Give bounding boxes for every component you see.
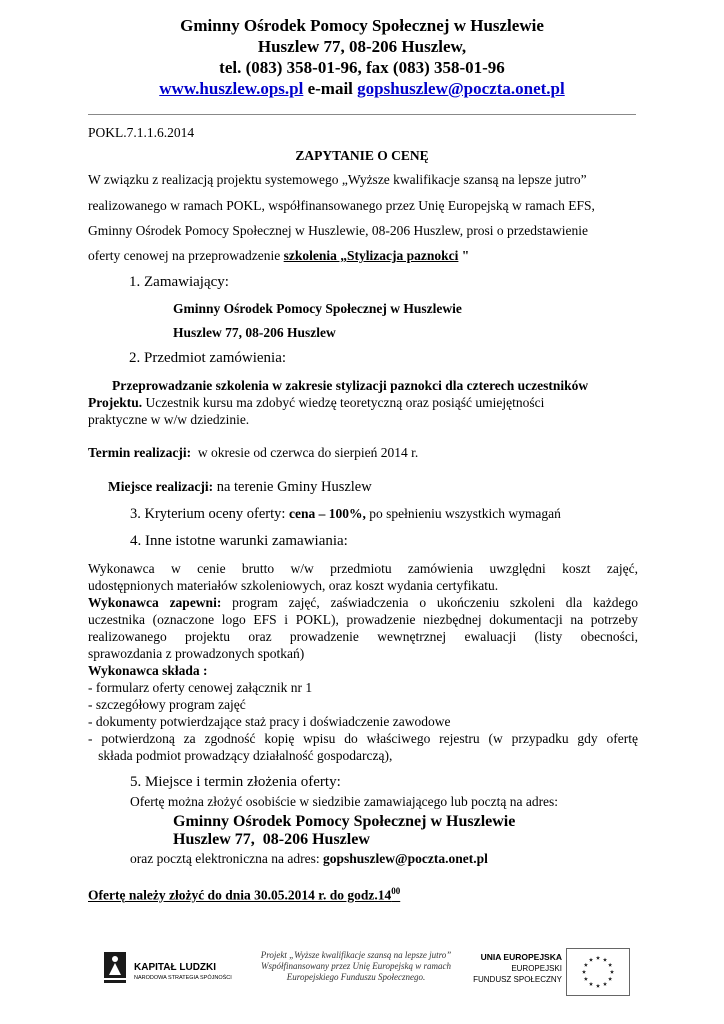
eu-flag-icon: [566, 948, 630, 996]
conditions-p2-line1: [88, 594, 638, 611]
criterion-rest: po spełnieniu wszystkich wymagań: [365, 506, 561, 521]
project-note: [248, 950, 464, 983]
submission-name: Gminny Ośrodek Pomocy Społecznej w Huszlewie: [173, 813, 516, 830]
realization-place: [108, 478, 372, 496]
submit-item: - potwierdzoną za zgodność kopię wpisu do właściwego rejestru (w przypadku gdy ofertę: [88, 731, 638, 746]
website-link[interactable]: www.huszlew.ops.pl: [159, 79, 304, 98]
conditions-p2-line4: sprawozdania z prowadzonych spotkań): [88, 646, 305, 661]
header-line-2: Huszlew 77, 08-206 Huszlew,: [257, 37, 467, 56]
intro-line-3: Gminny Ośrodek Pomocy Społecznej w Huszlewie, 08-206 Huszlew, prosi o przedstawienie: [88, 223, 589, 238]
header-line-3: tel. (083) 358-01-96, fax (083) 358-01-96: [219, 58, 505, 77]
section-1-heading: 1. Zamawiający:: [129, 274, 229, 290]
submission-email-prefix: oraz pocztą elektroniczna na adres:: [130, 851, 324, 866]
ordering-party-name: Gminny Ośrodek Pomocy Społecznej w Huszlewie: [173, 301, 462, 316]
eu-line-3: FUNDUSZ SPOŁECZNY: [473, 975, 562, 984]
contractor-provides-label: Wykonawca zapewni:: [88, 595, 222, 610]
intro-line-4-text: oferty cenowej na przeprowadzenie: [88, 248, 284, 263]
deadline-text: Ofertę należy złożyć do dnia 30.05.2014 r. do godz.14: [88, 887, 392, 903]
project-note-line-2: Współfinansowany przez Unię Europejską w ramach: [261, 961, 451, 971]
header-line-1: Gminny Ośrodek Pomocy Społecznej w Huszlewie: [180, 16, 544, 35]
submission-address: Huszlew 77, 08-206 Huszlew: [173, 831, 370, 848]
contractor-provides-text: program zajęć, zaświadczenia o ukończeniu szkoleni dla każdego: [221, 595, 638, 610]
section-4-heading: 4. Inne istotne warunki zamawiania:: [130, 533, 348, 549]
email-label: e-mail: [303, 79, 358, 98]
submission-deadline: [88, 883, 400, 904]
place-value: na terenie Gminy Huszlew: [213, 479, 372, 495]
subject-bold-line: Przeprowadzanie szkolenia w zakresie stylizacji paznokci dla czterech uczestników: [112, 378, 589, 393]
subject-line-3: praktyczne w w/w dziedzinie.: [88, 412, 250, 427]
header-divider: [88, 114, 636, 115]
kapital-ludzki-subtitle: NARODOWA STRATEGIA SPÓJNOŚCI: [134, 975, 232, 981]
project-note-line-3: Europejskiego Funduszu Społecznego.: [286, 972, 426, 982]
conditions-p2-line2: uczestnika (oznaczone logo EFS i POKL), prowadzenie niezbędnej dokumentacji na potrzeby: [88, 612, 638, 627]
criterion-bold: cena – 100%,: [289, 506, 366, 521]
submission-info: Ofertę można złożyć osobiście w siedzibie zamawiającego lub pocztą na adres:: [130, 794, 559, 809]
training-name: szkolenia „Stylizacja paznokci: [283, 248, 459, 263]
deadline-sup: 00: [391, 886, 401, 896]
eu-text-block: [470, 952, 562, 985]
conditions-p1-line1: Wykonawca w cenie brutto w/w przedmiotu zamówienia uwzględni koszt zajęć,: [88, 561, 638, 576]
eu-line-2: EUROPEJSKI: [511, 964, 562, 973]
submit-item-cont: składa podmiot prowadzący działalność gospodarczą),: [88, 748, 393, 763]
subject-bold-end: Projektu.: [88, 395, 143, 410]
ordering-party-address: Huszlew 77, 08-206 Huszlew: [173, 325, 336, 340]
intro-quote: ": [458, 248, 470, 263]
section-3: [130, 505, 561, 523]
section-5-heading: 5. Miejsce i termin złożenia oferty:: [130, 774, 341, 790]
reference-number: POKL.7.1.1.6.2014: [88, 125, 195, 140]
kapital-ludzki-logo: [100, 948, 240, 994]
term-value: w okresie od czerwca do sierpień 2014 r.: [191, 445, 419, 460]
conditions-block: [88, 560, 638, 764]
submit-item: - dokumenty potwierdzające staż pracy i doświadczenie zawodowe: [88, 714, 451, 729]
submission-email-line: [130, 850, 488, 867]
submit-item: - szczegółowy program zajęć: [88, 697, 246, 712]
realization-term: [88, 444, 418, 461]
subject-line-2: [88, 394, 544, 411]
contractor-submits-label: Wykonawca składa :: [88, 663, 208, 678]
document-title: ZAPYTANIE O CENĘ: [295, 148, 429, 163]
project-note-line-1: Projekt „Wyższe kwalifikacje szansą na lepsze jutro”: [260, 950, 452, 960]
kapital-ludzki-title: KAPITAŁ LUDZKI: [134, 962, 217, 973]
place-label: Miejsce realizacji:: [108, 479, 214, 494]
submission-email[interactable]: gopshuszlew@poczta.onet.pl: [323, 851, 488, 866]
conditions-p2-line3: realizowanego projektu oraz prowadzenie wewnętrznej ewaluacji (listy obecności,: [88, 629, 638, 644]
submit-item: - formularz oferty cenowej załącznik nr 1: [88, 680, 313, 695]
term-label: Termin realizacji:: [88, 445, 192, 460]
kapital-ludzki-emblem-icon: [100, 948, 130, 986]
email-link[interactable]: gopshuszlew@poczta.onet.pl: [357, 79, 565, 98]
conditions-p1-line2: udostępnionych materiałów szkoleniowych, oraz koszt wydania certyfikatu.: [88, 578, 499, 593]
section-2-heading: 2. Przedmiot zamówienia:: [129, 350, 287, 366]
section-3-heading: 3. Kryterium oceny oferty:: [130, 506, 290, 522]
intro-line-2: realizowanego w ramach POKL, współfinansowanego przez Unię Europejską w ramach EFS,: [88, 198, 595, 213]
intro-line-4: [88, 247, 469, 264]
header-contact-line: [0, 78, 724, 99]
intro-line-1: W związku z realizacją projektu systemowego „Wyższe kwalifikacje szansą na lepsze jutro”: [88, 172, 587, 187]
eu-line-1: UNIA EUROPEJSKA: [480, 952, 562, 962]
subject-rest: Uczestnik kursu ma zdobyć wiedzę teoretyczną oraz posiąść umiejętności: [142, 395, 545, 410]
